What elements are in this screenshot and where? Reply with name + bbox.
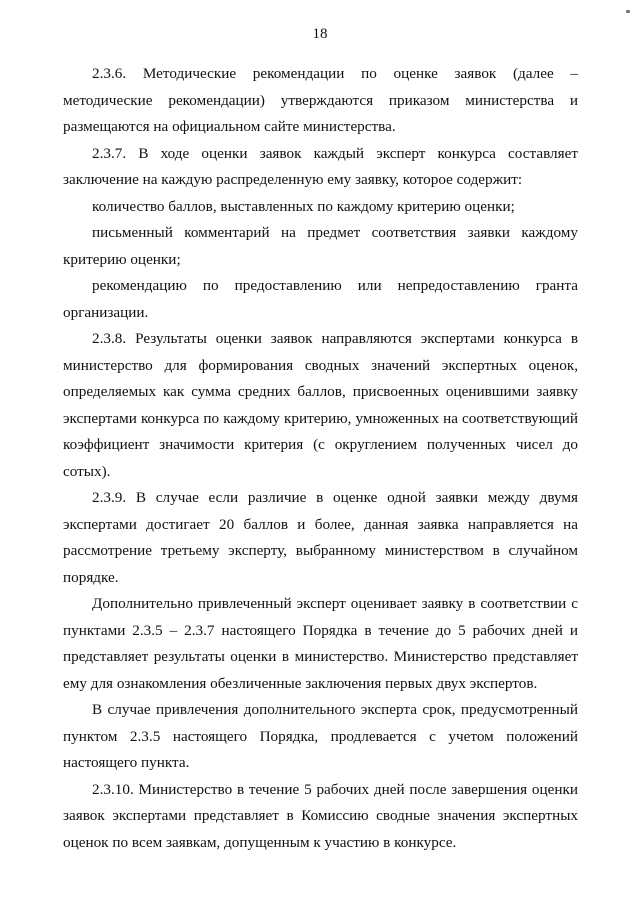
paragraph-additional-expert: Дополнительно привлеченный эксперт оценивает заявку в соответствии с пунктами 2.3.5 – 2.3.7 настоящего Порядка в течение до 5 рабочих дней и представляет результаты оценки в министерство. Министерство представляет ему для ознакомления обезличенные заключения первых двух экспертов.: [63, 595, 578, 692]
paragraph-2-3-7: 2.3.7. В ходе оценки заявок каждый эксперт конкурса составляет заключение на каждую распределенную ему заявку, которое содержит:: [63, 144, 578, 188]
paragraph-2-3-10: 2.3.10. Министерство в течение 5 рабочих дней после завершения оценки заявок экспертами представляет в Комиссию сводные значения экспертных оценок по всем заявкам, допущенным к участию в конкурсе.: [63, 780, 578, 851]
list-item-recommendation: рекомендацию по предоставлению или непредоставлению гранта организации.: [63, 277, 578, 321]
paragraph-2-3-9: 2.3.9. В случае если различие в оценке одной заявки между двумя экспертами достигает 20 баллов и более, данная заявка направляется на рассмотрение третьему эксперту, выбранному министерством в случайном порядке.: [63, 489, 578, 586]
list-item-comment: письменный комментарий на предмет соответствия заявки каждому критерию оценки;: [63, 224, 578, 268]
page-number: 18: [312, 26, 328, 42]
scan-mark: [626, 10, 630, 13]
document-body: [63, 61, 578, 856]
paragraph-2-3-6: 2.3.6. Методические рекомендации по оценке заявок (далее – методические рекомендации) утверждаются приказом министерства и размещаются на официальном сайте министерства.: [63, 65, 578, 135]
paragraph-deadline-extension: В случае привлечения дополнительного эксперта срок, предусмотренный пунктом 2.3.5 настоящего Порядка, продлевается с учетом положений настоящего пункта.: [63, 701, 578, 771]
list-item-scores: количество баллов, выставленных по каждому критерию оценки;: [92, 197, 515, 215]
paragraph-2-3-8: 2.3.8. Результаты оценки заявок направляются экспертами конкурса в министерство для формирования сводных значений экспертных оценок, определяемых как сумма средних баллов, присвоенных оценившими заявку экспертами конкурса по каждому критерию, умноженных на соответствующий коэффициент значимости критерия (с округлением полученных чисел до сотых).: [63, 330, 578, 480]
